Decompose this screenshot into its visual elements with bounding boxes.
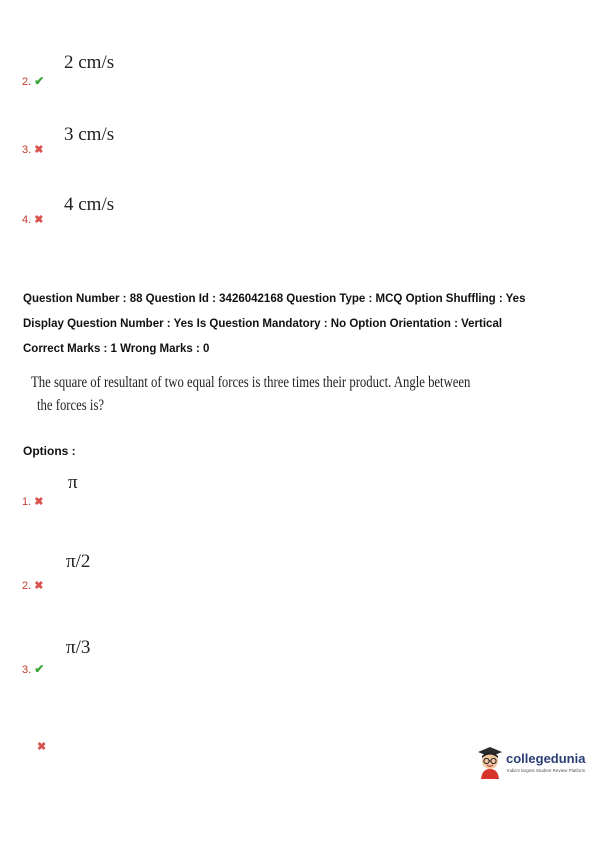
question-text-line2: the forces is?	[37, 397, 105, 414]
option-1-number	[22, 495, 43, 508]
option-number: 2.	[22, 580, 32, 592]
cross-icon: ✖	[34, 580, 44, 592]
question-meta-line3: Correct Marks : 1 Wrong Marks : 0	[23, 343, 210, 355]
logo-tagline: India's largest Student Review Platform	[507, 768, 586, 773]
prev-option-4-number	[22, 213, 43, 226]
logo-name: collegedunia	[506, 751, 586, 766]
student-mascot-icon	[476, 745, 504, 779]
option-1-text: π	[68, 472, 78, 493]
options-label: Options :	[23, 444, 76, 458]
question-meta-line1: Question Number : 88 Question Id : 3426042168 Question Type : MCQ Option Shuffling : Yes	[23, 293, 526, 305]
prev-option-number: 3.	[22, 144, 32, 156]
option-3-text: π/3	[66, 637, 91, 658]
prev-option-3-number	[22, 143, 43, 156]
check-icon: ✔	[34, 662, 45, 676]
option-3-number	[22, 662, 44, 676]
check-icon: ✔	[34, 74, 45, 88]
question-meta-line2: Display Question Number : Yes Is Question Mandatory : No Option Orientation : Vertical	[23, 318, 503, 330]
cross-icon: ✖	[34, 214, 44, 226]
prev-option-number: 4.	[22, 214, 32, 226]
option-number: 1.	[22, 496, 32, 508]
option-2-number	[22, 579, 43, 592]
prev-option-number: 2.	[22, 76, 32, 88]
cross-icon: ✖	[37, 741, 47, 753]
prev-option-4-text: 4 cm/s	[64, 194, 115, 215]
prev-option-3-text: 3 cm/s	[64, 124, 115, 145]
option-4-number	[37, 740, 46, 753]
question-text-line1: The square of resultant of two equal forces is three times their product. Angle between	[31, 374, 471, 391]
option-2-text: π/2	[66, 551, 91, 572]
prev-option-2-text: 2 cm/s	[64, 52, 115, 73]
cross-icon: ✖	[34, 496, 44, 508]
prev-option-2-number	[22, 74, 44, 88]
option-number: 3.	[22, 664, 32, 676]
collegedunia-logo	[476, 745, 588, 781]
cross-icon: ✖	[34, 144, 44, 156]
